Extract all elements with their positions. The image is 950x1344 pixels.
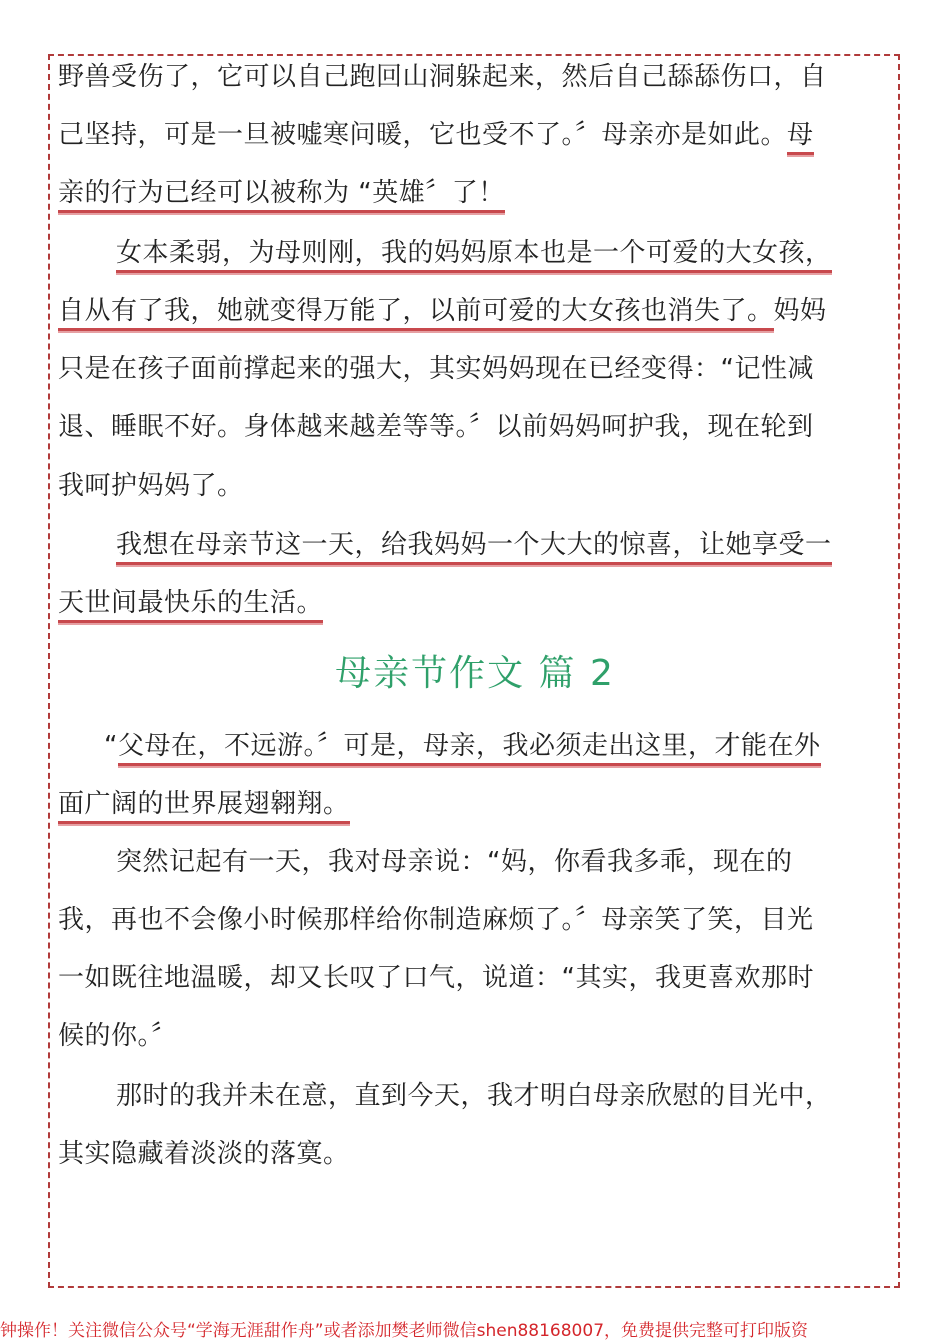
text-line-11 (104, 729, 821, 763)
text-line-17: 那时的我并未在意，直到今天，我才明白母亲欣慰的目光中， (116, 1081, 832, 1111)
text-line-4 (116, 236, 832, 270)
text-line-9 (116, 528, 832, 562)
underlined-segment: 母 (787, 120, 814, 155)
text-line-18: 其实隐藏着淡淡的落寞。 (58, 1139, 350, 1169)
underlined-segment: 天世间最快乐的生活。 (58, 588, 323, 623)
underlined-segment: 自从有了我，她就变得万能了，以前可爱的大女孩也消失了。 (58, 296, 774, 331)
text-segment: 妈妈 (773, 296, 827, 326)
section-title: 母亲节作文 篇 2 (335, 653, 615, 694)
text-line-13: 突然记起有一天，我对母亲说：“妈，你看我多乖，现在的 (116, 847, 793, 877)
underlined-segment: 女本柔弱，为母则刚，我的妈妈原本也是一个可爱的大女孩， (116, 238, 832, 273)
text-segment: “ (104, 731, 118, 761)
underlined-segment: 面广阔的世界展翅翱翔。 (58, 789, 350, 824)
text-line-10 (58, 586, 323, 620)
text-line-7: 退、睡眠不好。身体越来越差等等。〞以前妈妈呵护我，现在轮到 (58, 412, 814, 442)
text-line-1: 野兽受伤了，它可以自己跑回山洞躲起来，然后自己舔舔伤口，自 (58, 62, 827, 92)
text-line-14: 我，再也不会像小时候那样给你制造麻烦了。〞母亲笑了笑，目光 (58, 905, 814, 935)
text-line-12 (58, 787, 350, 821)
text-line-15: 一如既往地温暖，却又长叹了口气，说道：“其实，我更喜欢那时 (58, 963, 814, 993)
text-segment: 己坚持，可是一旦被嘘寒问暖，它也受不了。〞母亲亦是如此。 (58, 120, 788, 150)
underlined-segment: 父母在，不远游。〞可是，母亲，我必须走出这里，才能在外 (118, 731, 821, 766)
text-line-8: 我呵护妈妈了。 (58, 471, 244, 501)
underlined-segment: 我想在母亲节这一天，给我妈妈一个大大的惊喜，让她享受一 (116, 530, 832, 565)
text-line-2 (58, 118, 814, 152)
text-line-6: 只是在孩子面前撑起来的强大，其实妈妈现在已经变得：“记性减 (58, 354, 814, 384)
underlined-segment: 亲的行为已经可以被称为 “英雄〞了！ (58, 178, 505, 213)
text-line-16: 候的你。〞 (58, 1021, 178, 1051)
text-line-5 (58, 294, 827, 328)
text-line-3 (58, 176, 505, 210)
footer-notice: 钟操作！关注微信公众号“学海无涯甜作舟”或者添加樊老师微信shen88168007，免费提供完整可打印版资 (0, 1321, 809, 1341)
